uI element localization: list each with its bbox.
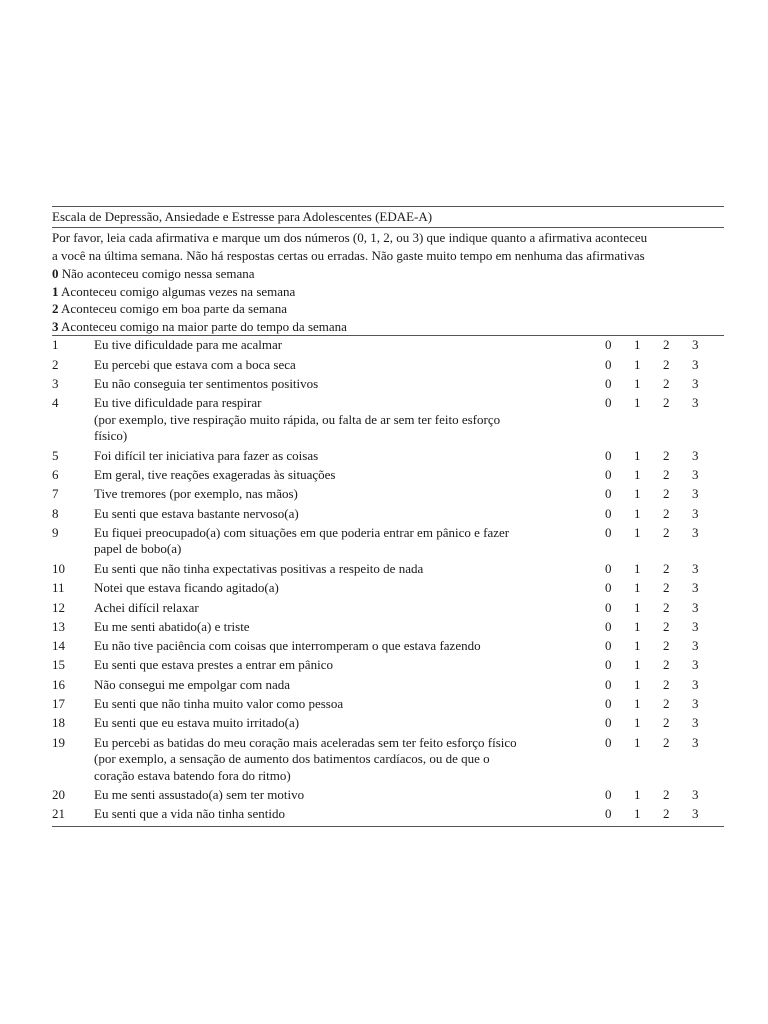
item-number: 13 (52, 618, 65, 634)
response-option-2[interactable]: 2 (663, 447, 670, 463)
item-number: 16 (52, 676, 65, 692)
item-response-options (578, 600, 724, 619)
bottom-rule (52, 826, 724, 827)
instruction-line: Por favor, leia cada afirmativa e marque um dos números (0, 1, 2, ou 3) que indique quanto a afirmativa aconteceu (52, 230, 648, 245)
item-response-options (578, 525, 724, 558)
item-statement (94, 696, 578, 715)
item-row (52, 561, 724, 580)
item-statement-line: Eu senti que estava bastante nervoso(a) (94, 505, 299, 521)
item-number: 6 (52, 467, 59, 483)
response-option-1[interactable]: 1 (634, 560, 641, 576)
item-number: 14 (52, 638, 65, 654)
item-number: 8 (52, 505, 59, 521)
response-option-3[interactable]: 3 (692, 580, 699, 596)
item-row (52, 715, 724, 734)
item-row (52, 337, 724, 356)
response-option-2[interactable]: 2 (663, 356, 670, 372)
response-option-2[interactable]: 2 (663, 696, 670, 712)
response-option-0[interactable]: 0 (605, 447, 612, 463)
response-option-3[interactable]: 3 (692, 524, 699, 540)
response-option-0[interactable]: 0 (605, 395, 612, 411)
item-row (52, 677, 724, 696)
item-response-options (578, 638, 724, 657)
response-option-2[interactable]: 2 (663, 395, 670, 411)
item-response-options (578, 561, 724, 580)
item-statement (94, 357, 578, 376)
item-statement (94, 376, 578, 395)
item-response-options (578, 677, 724, 696)
item-number: 17 (52, 696, 65, 712)
response-option-1[interactable]: 1 (634, 375, 641, 391)
item-number: 12 (52, 599, 65, 615)
item-number: 21 (52, 806, 65, 822)
item-row (52, 696, 724, 715)
item-response-options (578, 448, 724, 467)
response-option-0[interactable]: 0 (605, 505, 612, 521)
response-option-2[interactable]: 2 (663, 580, 670, 596)
response-option-3[interactable]: 3 (692, 734, 699, 750)
legend-item (52, 283, 724, 301)
item-number: 18 (52, 715, 65, 731)
item-number: 9 (52, 524, 59, 540)
item-row (52, 525, 724, 561)
item-statement-line: (por exemplo, tive respiração muito rápida, ou falta de ar sem ter feito esforço (94, 411, 501, 427)
item-response-options (578, 395, 724, 445)
item-statement (94, 525, 578, 558)
item-response-options (578, 506, 724, 525)
item-statement-line: Achei difícil relaxar (94, 599, 199, 615)
legend-code: 1 (52, 283, 59, 299)
legend-item (52, 265, 724, 283)
response-option-3[interactable]: 3 (692, 447, 699, 463)
item-statement-line: Eu tive dificuldade para me acalmar (94, 337, 283, 353)
response-option-3[interactable]: 3 (692, 599, 699, 615)
questionnaire-document (52, 206, 724, 827)
item-statement (94, 486, 578, 505)
response-option-2[interactable]: 2 (663, 618, 670, 634)
item-row (52, 376, 724, 395)
response-option-3[interactable]: 3 (692, 638, 699, 654)
response-option-2[interactable]: 2 (663, 467, 670, 483)
item-statement (94, 448, 578, 467)
response-legend (52, 265, 724, 335)
response-option-1[interactable]: 1 (634, 734, 641, 750)
item-number: 10 (52, 560, 65, 576)
response-option-0[interactable]: 0 (605, 560, 612, 576)
response-option-1[interactable]: 1 (634, 486, 641, 502)
item-number: 11 (52, 580, 65, 596)
response-option-3[interactable]: 3 (692, 715, 699, 731)
item-response-options (578, 806, 724, 825)
item-row (52, 467, 724, 486)
item-response-options (578, 735, 724, 785)
item-statement-line: Notei que estava ficando agitado(a) (94, 580, 279, 596)
response-option-1[interactable]: 1 (634, 618, 641, 634)
item-response-options (578, 657, 724, 676)
item-statement-line: Tive tremores (por exemplo, nas mãos) (94, 486, 298, 502)
item-statement-line: Eu senti que a vida não tinha sentido (94, 806, 285, 822)
legend-text: Não aconteceu comigo nessa semana (58, 266, 255, 281)
instructions (52, 228, 724, 265)
legend-code: 0 (52, 266, 59, 281)
item-row (52, 806, 724, 825)
item-number: 2 (52, 356, 59, 372)
response-option-0[interactable]: 0 (605, 618, 612, 634)
item-number: 5 (52, 447, 59, 463)
item-statement (94, 657, 578, 676)
item-number: 7 (52, 486, 59, 502)
item-response-options (578, 787, 724, 806)
response-option-1[interactable]: 1 (634, 395, 641, 411)
item-statement-line: Eu senti que estava prestes a entrar em pânico (94, 657, 333, 673)
response-option-0[interactable]: 0 (605, 467, 612, 483)
item-statement (94, 506, 578, 525)
item-statement (94, 467, 578, 486)
response-option-0[interactable]: 0 (605, 524, 612, 540)
response-option-1[interactable]: 1 (634, 337, 641, 353)
response-option-2[interactable]: 2 (663, 375, 670, 391)
response-option-2[interactable]: 2 (663, 599, 670, 615)
item-row (52, 619, 724, 638)
response-option-1[interactable]: 1 (634, 715, 641, 731)
response-option-2[interactable]: 2 (663, 560, 670, 576)
response-option-3[interactable]: 3 (692, 486, 699, 502)
item-response-options (578, 580, 724, 599)
response-option-2[interactable]: 2 (663, 524, 670, 540)
item-statement (94, 715, 578, 734)
item-statement-line: (por exemplo, a sensação de aumento dos batimentos cardíacos, ou de que o (94, 751, 490, 767)
response-option-2[interactable]: 2 (663, 806, 670, 822)
response-option-3[interactable]: 3 (692, 337, 699, 353)
item-statement (94, 580, 578, 599)
item-row (52, 787, 724, 806)
item-statement-line: Eu senti que não tinha muito valor como pessoa (94, 696, 344, 712)
response-option-1[interactable]: 1 (634, 638, 641, 654)
item-statement-line: Não consegui me empolgar com nada (94, 676, 291, 692)
item-response-options (578, 357, 724, 376)
response-option-2[interactable]: 2 (663, 505, 670, 521)
response-option-1[interactable]: 1 (634, 580, 641, 596)
response-option-1[interactable]: 1 (634, 524, 641, 540)
legend-rule (52, 335, 724, 336)
response-option-2[interactable]: 2 (663, 715, 670, 731)
item-row (52, 735, 724, 788)
response-option-0[interactable]: 0 (605, 486, 612, 502)
legend-code: 2 (52, 301, 59, 317)
response-option-2[interactable]: 2 (663, 787, 670, 803)
response-option-3[interactable]: 3 (692, 356, 699, 372)
item-list (52, 337, 724, 825)
legend-item (52, 300, 724, 318)
item-statement-line: coração estava batendo fora do ritmo) (94, 767, 291, 783)
response-option-3[interactable]: 3 (692, 676, 699, 692)
item-number: 20 (52, 787, 65, 803)
item-number: 4 (52, 395, 59, 411)
item-row (52, 506, 724, 525)
response-option-1[interactable]: 1 (634, 657, 641, 673)
response-option-0[interactable]: 0 (605, 638, 612, 654)
item-statement (94, 787, 578, 806)
response-option-0[interactable]: 0 (605, 715, 612, 731)
response-option-3[interactable]: 3 (692, 560, 699, 576)
response-option-0[interactable]: 0 (605, 375, 612, 391)
item-statement-line: Foi difícil ter iniciativa para fazer as coisas (94, 447, 319, 463)
item-statement-line: Eu fiquei preocupado(a) com situações em que poderia entrar em pânico e fazer (94, 524, 510, 540)
response-option-2[interactable]: 2 (663, 657, 670, 673)
item-row (52, 448, 724, 467)
item-response-options (578, 696, 724, 715)
response-option-0[interactable]: 0 (605, 337, 612, 353)
item-statement-line: papel de bobo(a) (94, 541, 182, 557)
item-row (52, 395, 724, 448)
response-option-2[interactable]: 2 (663, 337, 670, 353)
response-option-2[interactable]: 2 (663, 486, 670, 502)
item-statement-line: físico) (94, 428, 128, 444)
item-response-options (578, 337, 724, 356)
item-statement (94, 337, 578, 356)
item-statement (94, 600, 578, 619)
item-row (52, 580, 724, 599)
item-statement-line: Eu tive dificuldade para respirar (94, 395, 262, 411)
response-option-1[interactable]: 1 (634, 696, 641, 712)
response-option-3[interactable]: 3 (692, 806, 699, 822)
item-response-options (578, 619, 724, 638)
instruction-line: a você na última semana. Não há respostas certas ou erradas. Não gaste muito tempo em nenhuma das afirmativas (52, 248, 645, 263)
response-option-3[interactable]: 3 (692, 618, 699, 634)
item-number: 3 (52, 375, 59, 391)
item-response-options (578, 467, 724, 486)
response-option-2[interactable]: 2 (663, 638, 670, 654)
item-response-options (578, 376, 724, 395)
response-option-1[interactable]: 1 (634, 447, 641, 463)
response-option-0[interactable]: 0 (605, 580, 612, 596)
item-statement-line: Eu percebi as batidas do meu coração mais aceleradas sem ter feito esforço físico (94, 734, 517, 750)
item-statement (94, 561, 578, 580)
item-row (52, 638, 724, 657)
response-option-1[interactable]: 1 (634, 467, 641, 483)
item-statement-line: Eu percebi que estava com a boca seca (94, 356, 296, 372)
item-statement (94, 677, 578, 696)
legend-text: Aconteceu comigo na maior parte do tempo da semana (58, 318, 347, 334)
item-statement-line: Eu me senti assustado(a) sem ter motivo (94, 787, 305, 803)
item-statement-line: Eu não conseguia ter sentimentos positivos (94, 375, 319, 391)
response-option-0[interactable]: 0 (605, 356, 612, 372)
document-title: Escala de Depressão, Ansiedade e Estresse para Adolescentes (EDAE-A) (52, 209, 433, 224)
item-row (52, 486, 724, 505)
item-statement-line: Eu me senti abatido(a) e triste (94, 618, 250, 634)
response-option-3[interactable]: 3 (692, 657, 699, 673)
legend-text: Aconteceu comigo em boa parte da semana (58, 301, 287, 317)
item-statement (94, 735, 578, 785)
response-option-3[interactable]: 3 (692, 505, 699, 521)
response-option-0[interactable]: 0 (605, 599, 612, 615)
response-option-1[interactable]: 1 (634, 676, 641, 692)
item-row (52, 357, 724, 376)
response-option-3[interactable]: 3 (692, 467, 699, 483)
response-option-0[interactable]: 0 (605, 787, 612, 803)
response-option-3[interactable]: 3 (692, 696, 699, 712)
response-option-1[interactable]: 1 (634, 806, 641, 822)
response-option-2[interactable]: 2 (663, 676, 670, 692)
legend-item (52, 318, 724, 336)
item-statement (94, 619, 578, 638)
response-option-1[interactable]: 1 (634, 599, 641, 615)
item-statement-line: Eu senti que eu estava muito irritado(a) (94, 715, 300, 731)
item-number: 15 (52, 657, 65, 673)
item-statement (94, 395, 578, 445)
item-statement-line: Eu não tive paciência com coisas que interromperam o que estava fazendo (94, 638, 481, 654)
item-number: 1 (52, 337, 59, 353)
legend-text: Aconteceu comigo algumas vezes na semana (58, 283, 296, 299)
response-option-3[interactable]: 3 (692, 787, 699, 803)
response-option-0[interactable]: 0 (605, 806, 612, 822)
item-statement (94, 638, 578, 657)
response-option-0[interactable]: 0 (605, 696, 612, 712)
item-response-options (578, 715, 724, 734)
legend-code: 3 (52, 318, 59, 334)
item-statement-line: Em geral, tive reações exageradas às situações (94, 467, 336, 483)
response-option-0[interactable]: 0 (605, 657, 612, 673)
item-response-options (578, 486, 724, 505)
response-option-0[interactable]: 0 (605, 676, 612, 692)
item-number: 19 (52, 734, 65, 750)
response-option-1[interactable]: 1 (634, 356, 641, 372)
response-option-3[interactable]: 3 (692, 395, 699, 411)
response-option-2[interactable]: 2 (663, 734, 670, 750)
response-option-0[interactable]: 0 (605, 734, 612, 750)
response-option-1[interactable]: 1 (634, 505, 641, 521)
item-statement-line: Eu senti que não tinha expectativas positivas a respeito de nada (94, 560, 424, 576)
response-option-1[interactable]: 1 (634, 787, 641, 803)
item-row (52, 657, 724, 676)
item-row (52, 600, 724, 619)
response-option-3[interactable]: 3 (692, 375, 699, 391)
item-statement (94, 806, 578, 825)
